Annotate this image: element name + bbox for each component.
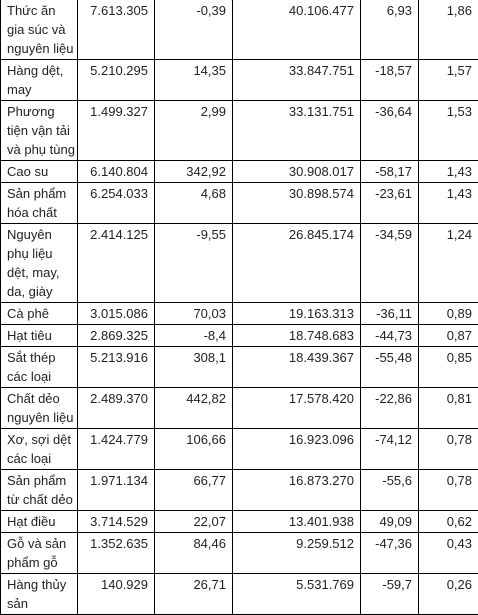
value-2-cell: 18.439.367 xyxy=(233,347,361,388)
value-2-cell: 30.898.574 xyxy=(233,183,361,224)
change-1-cell: 106,66 xyxy=(155,429,233,470)
product-name-cell: Xơ, sợi dệt các loại xyxy=(1,429,78,470)
value-1-cell: 3.015.086 xyxy=(78,303,155,325)
table-row xyxy=(1,183,478,224)
product-name-cell: Nguyên phụ liệu dệt, may, da, giày xyxy=(1,224,78,303)
value-2-cell: 33.847.751 xyxy=(233,60,361,101)
change-1-cell: 442,82 xyxy=(155,388,233,429)
product-name-cell: Sắt thép các loại xyxy=(1,347,78,388)
change-1-cell: -9,55 xyxy=(155,224,233,303)
change-2-cell: -36,11 xyxy=(361,303,419,325)
change-2-cell: -55,6 xyxy=(361,470,419,511)
change-2-cell: -58,17 xyxy=(361,161,419,183)
change-2-cell: 6,93 xyxy=(361,0,419,60)
share-cell: 1,86 xyxy=(419,0,478,60)
value-1-cell: 6.254.033 xyxy=(78,183,155,224)
product-name-cell: Cao su xyxy=(1,161,78,183)
value-1-cell: 1.499.327 xyxy=(78,101,155,161)
value-2-cell: 13.401.938 xyxy=(233,511,361,533)
product-name-cell: Thức ăn gia súc và nguyên liệu xyxy=(1,0,78,60)
change-1-cell: -8,4 xyxy=(155,325,233,347)
value-1-cell: 7.613.305 xyxy=(78,0,155,60)
value-2-cell: 30.908.017 xyxy=(233,161,361,183)
share-cell: 0,81 xyxy=(419,388,478,429)
share-cell: 0,78 xyxy=(419,470,478,511)
change-1-cell: 2,99 xyxy=(155,101,233,161)
change-1-cell: 342,92 xyxy=(155,161,233,183)
share-cell: 1,43 xyxy=(419,183,478,224)
product-name-cell: Sản phẩm hóa chất xyxy=(1,183,78,224)
table-row xyxy=(1,303,478,325)
value-1-cell: 2.489.370 xyxy=(78,388,155,429)
table-row xyxy=(1,574,478,615)
value-1-cell: 3.714.529 xyxy=(78,511,155,533)
share-cell: 0,26 xyxy=(419,574,478,615)
change-1-cell: -0,39 xyxy=(155,0,233,60)
product-name-cell: Sản phẩm từ chất dẻo xyxy=(1,470,78,511)
share-cell: 1,53 xyxy=(419,101,478,161)
value-1-cell: 2.414.125 xyxy=(78,224,155,303)
share-cell: 0,62 xyxy=(419,511,478,533)
value-2-cell: 40.106.477 xyxy=(233,0,361,60)
table-row xyxy=(1,161,478,183)
table-body xyxy=(1,0,478,615)
product-name-cell: Phương tiện vận tải và phụ tùng xyxy=(1,101,78,161)
change-2-cell: -55,48 xyxy=(361,347,419,388)
share-cell: 0,87 xyxy=(419,325,478,347)
table-row xyxy=(1,325,478,347)
value-2-cell: 18.748.683 xyxy=(233,325,361,347)
value-1-cell: 140.929 xyxy=(78,574,155,615)
value-2-cell: 9.259.512 xyxy=(233,533,361,574)
change-1-cell: 66,77 xyxy=(155,470,233,511)
share-cell: 0,43 xyxy=(419,533,478,574)
product-name-cell: Cà phê xyxy=(1,303,78,325)
value-1-cell: 1.971.134 xyxy=(78,470,155,511)
value-2-cell: 16.923.096 xyxy=(233,429,361,470)
table-row xyxy=(1,224,478,303)
change-1-cell: 84,46 xyxy=(155,533,233,574)
table-row xyxy=(1,101,478,161)
change-1-cell: 14,35 xyxy=(155,60,233,101)
value-2-cell: 19.163.313 xyxy=(233,303,361,325)
value-2-cell: 16.873.270 xyxy=(233,470,361,511)
value-1-cell: 5.213.916 xyxy=(78,347,155,388)
table-row xyxy=(1,511,478,533)
change-2-cell: -47,36 xyxy=(361,533,419,574)
value-1-cell: 6.140.804 xyxy=(78,161,155,183)
change-2-cell: -74,12 xyxy=(361,429,419,470)
table-row xyxy=(1,0,478,60)
change-2-cell: -36,64 xyxy=(361,101,419,161)
change-2-cell: -18,57 xyxy=(361,60,419,101)
share-cell: 0,78 xyxy=(419,429,478,470)
share-cell: 0,89 xyxy=(419,303,478,325)
value-2-cell: 26.845.174 xyxy=(233,224,361,303)
share-cell: 0,85 xyxy=(419,347,478,388)
change-2-cell: -59,7 xyxy=(361,574,419,615)
table-row xyxy=(1,533,478,574)
share-cell: 1,57 xyxy=(419,60,478,101)
share-cell: 1,43 xyxy=(419,161,478,183)
product-name-cell: Hạt điều xyxy=(1,511,78,533)
product-name-cell: Gỗ và sản phẩm gỗ xyxy=(1,533,78,574)
table-row xyxy=(1,60,478,101)
table-row xyxy=(1,470,478,511)
change-2-cell: -23,61 xyxy=(361,183,419,224)
value-2-cell: 33.131.751 xyxy=(233,101,361,161)
value-1-cell: 5.210.295 xyxy=(78,60,155,101)
change-1-cell: 70,03 xyxy=(155,303,233,325)
change-2-cell: -44,73 xyxy=(361,325,419,347)
share-cell: 1,24 xyxy=(419,224,478,303)
change-2-cell: -34,59 xyxy=(361,224,419,303)
product-name-cell: Hàng dệt, may xyxy=(1,60,78,101)
product-name-cell: Hàng thủy sản xyxy=(1,574,78,615)
value-1-cell: 2.869.325 xyxy=(78,325,155,347)
change-2-cell: -22,86 xyxy=(361,388,419,429)
table-row xyxy=(1,347,478,388)
change-1-cell: 26,71 xyxy=(155,574,233,615)
value-1-cell: 1.352.635 xyxy=(78,533,155,574)
change-2-cell: 49,09 xyxy=(361,511,419,533)
change-1-cell: 308,1 xyxy=(155,347,233,388)
value-2-cell: 17.578.420 xyxy=(233,388,361,429)
value-2-cell: 5.531.769 xyxy=(233,574,361,615)
value-1-cell: 1.424.779 xyxy=(78,429,155,470)
product-name-cell: Hạt tiêu xyxy=(1,325,78,347)
table-row xyxy=(1,388,478,429)
table-row xyxy=(1,429,478,470)
change-1-cell: 4,68 xyxy=(155,183,233,224)
change-1-cell: 22,07 xyxy=(155,511,233,533)
product-name-cell: Chất dẻo nguyên liệu xyxy=(1,388,78,429)
